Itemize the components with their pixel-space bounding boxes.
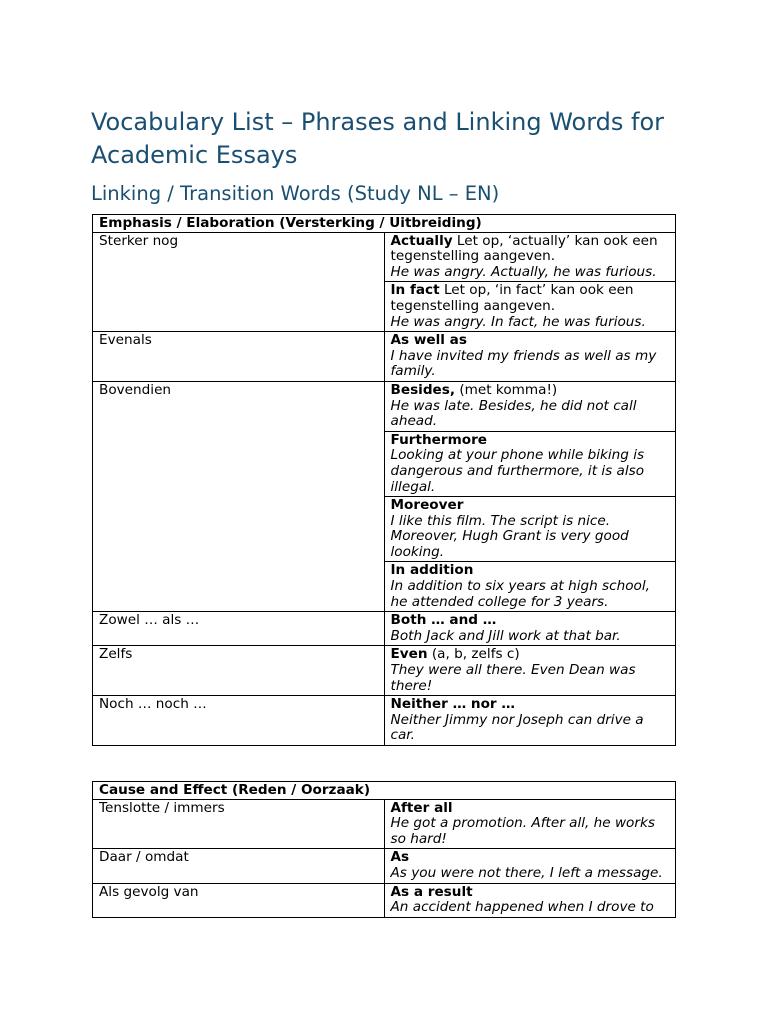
english-phrase-cell [384, 612, 676, 646]
table-row [93, 849, 676, 883]
example-sentence: Looking at your phone while biking is dangerous and furthermore, it is also illegal. [390, 447, 645, 495]
example-sentence: He was angry. Actually, he was furious. [390, 263, 657, 280]
table-header-cell: Emphasis / Elaboration (Versterking / Uitbreiding) [93, 215, 676, 233]
dutch-phrase-cell: Tenslotte / immers [93, 799, 385, 849]
table-header-cell: Cause and Effect (Reden / Oorzaak) [93, 782, 676, 800]
example-sentence: He got a promotion. After all, he works so hard! [390, 815, 655, 847]
dutch-phrase-cell: Als gevolg van [93, 883, 385, 917]
usage-note: (a, b, zelfs c) [427, 646, 520, 663]
english-term: Neither … nor … [390, 696, 515, 713]
english-term: Actually [390, 232, 453, 249]
english-phrase-cell [384, 431, 676, 496]
english-term: In addition [390, 562, 474, 579]
english-phrase-cell [384, 282, 676, 332]
example-sentence: They were all there. Even Dean was there! [390, 662, 636, 694]
dutch-phrase-cell: Zowel … als … [93, 612, 385, 646]
english-term: As [390, 849, 410, 866]
english-phrase-cell [384, 562, 676, 612]
dutch-phrase-cell: Noch … noch … [93, 696, 385, 746]
english-phrase-cell [384, 497, 676, 562]
table-row [93, 883, 676, 917]
english-term: Moreover [390, 497, 464, 514]
usage-note: (met komma!) [455, 381, 558, 398]
example-sentence: Neither Jimmy nor Joseph can drive a car. [390, 711, 644, 744]
english-phrase-cell [384, 332, 676, 382]
dutch-phrase-cell: Evenals [93, 332, 385, 382]
english-term: As well as [390, 332, 467, 349]
english-phrase-cell [384, 849, 676, 883]
english-term: Both … and … [390, 612, 497, 629]
example-sentence: I have invited my friends as well as my family. [390, 347, 657, 380]
english-phrase-cell [384, 696, 676, 746]
table-row [93, 646, 676, 696]
example-sentence: He was late. Besides, he did not call ahead. [390, 397, 637, 430]
english-phrase-cell [384, 381, 676, 431]
table-row [93, 332, 676, 382]
example-sentence: As you were not there, I left a message. [390, 864, 663, 881]
english-phrase-cell [384, 232, 676, 282]
table-row [93, 381, 676, 431]
dutch-phrase-cell: Bovendien [93, 381, 385, 611]
example-sentence: I like this film. The script is nice. Moreover, Hugh Grant is very good looking. [390, 512, 629, 560]
dutch-phrase-cell: Zelfs [93, 646, 385, 696]
usage-note: Let op, ‘actually’ kan ook een tegenstelling aangeven. [390, 232, 658, 265]
english-term: Furthermore [390, 431, 488, 448]
english-term: Even [390, 646, 428, 663]
table-row [93, 799, 676, 849]
vocab-table-cause-effect [92, 781, 676, 918]
table-header-row [93, 215, 676, 233]
vocab-table-emphasis [92, 214, 676, 746]
english-term: As a result [390, 883, 473, 900]
example-sentence: He was angry. In fact, he was furious. [390, 313, 646, 330]
english-term: In fact [390, 282, 440, 299]
english-phrase-cell [384, 799, 676, 849]
table-row [93, 696, 676, 746]
table-row [93, 232, 676, 282]
table-row [93, 612, 676, 646]
table-header-row [93, 782, 676, 800]
example-sentence: An accident happened when I drove to [390, 899, 654, 916]
dutch-phrase-cell: Daar / omdat [93, 849, 385, 883]
page-title: Vocabulary List – Phrases and Linking Words for Academic Essays [91, 108, 665, 169]
english-phrase-cell [384, 883, 676, 917]
example-sentence: Both Jack and Jill work at that bar. [390, 627, 621, 644]
dutch-phrase-cell: Sterker nog [93, 232, 385, 332]
section-subtitle: Linking / Transition Words (Study NL – EN) [91, 182, 500, 205]
example-sentence: In addition to six years at high school, he attended college for 3 years. [390, 578, 650, 610]
english-term: After all [390, 799, 453, 816]
english-term: Besides, [390, 381, 456, 398]
english-phrase-cell [384, 646, 676, 696]
usage-note: Let op, ‘in fact’ kan ook een tegenstelling aangeven. [390, 282, 634, 314]
